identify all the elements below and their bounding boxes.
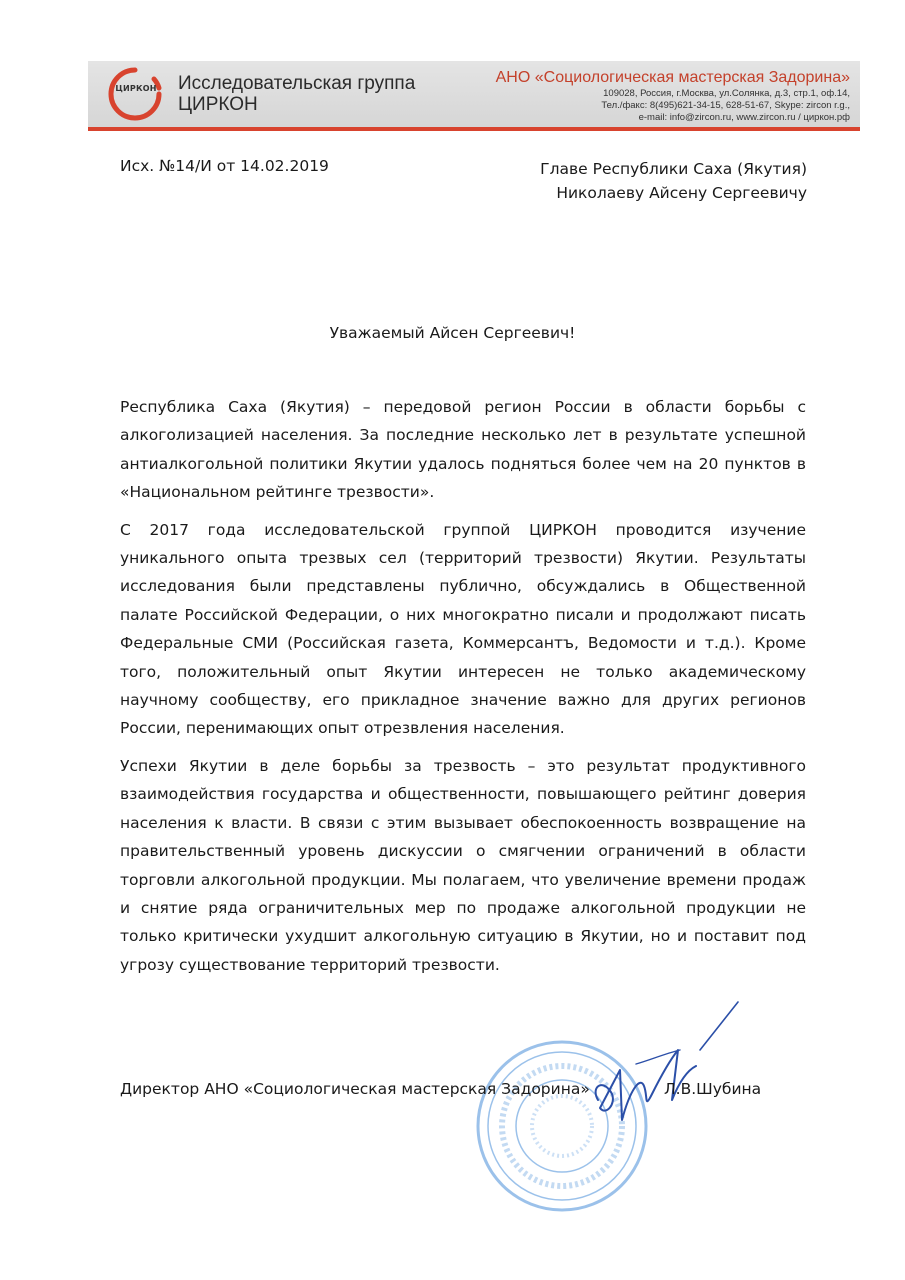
outgoing-reference: Исх. №14/И от 14.02.2019 [120,157,329,175]
zircon-logo-icon [104,65,166,123]
letter-body [120,393,806,988]
org-name: АНО «Социологическая мастерская Задорина» [495,69,850,86]
addressee [540,157,807,205]
group-name [178,73,415,115]
signature-title: Директор АНО «Социологическая мастерская Задорина» [120,1080,590,1098]
group-name-line2: ЦИРКОН [178,94,258,115]
letterhead [88,61,860,131]
signer-name: Л.В.Шубина [664,1080,762,1098]
logo-text: ЦИРКОН [115,84,157,93]
paragraph-1: Республика Саха (Якутия) – передовой регион России в области борьбы с алкоголизацией населения. За последние несколько лет в результате успешной антиалкогольной политики Якутии удалось подняться более чем на 20 пунктов в «Национальном рейтинге трезвости». [120,398,806,502]
org-address: 109028, Россия, г.Москва, ул.Солянка, д.3, стр.1, оф.14, [603,88,850,99]
paragraph-3: Успехи Якутии в деле борьбы за трезвость – это результат продуктивного взаимодействия государства и общественности, повышающего рейтинг доверия населения к власти. В связи с этим вызывает обеспокоенность возвращение на правительственный уровень дискуссии о смягчении ограничений в области торговли алкогольной продукции. Мы полагаем, что увеличение времени продаж и снятие ряда ограничительных мер по продаже алкогольной продукции не только критически ухудшит алкогольную ситуацию в Якутии, но и поставит под угрозу существование территорий трезвости. [120,756,806,974]
org-email: e-mail: info@zircon.ru, www.zircon.ru / циркон.рф [638,112,850,123]
addressee-line1: Главе Республики Саха (Якутия) [540,160,807,178]
handwritten-signature-icon [560,990,760,1140]
org-phones: Тел./факс: 8(495)621-34-15, 628-51-67, Skype: zircon r.g., [601,100,850,111]
group-name-line1: Исследовательская группа [178,73,416,94]
greeting: Уважаемый Айсен Сергеевич! [329,324,576,342]
org-contact-block [496,68,850,124]
addressee-line2: Николаеву Айсену Сергеевичу [556,184,807,202]
paragraph-2: С 2017 года исследовательской группой ЦИРКОН проводится изучение уникального опыта трезвых сел (территорий трезвости) Якутии. Результаты исследования были представлены публично, обсуждались в Общественной палате Российской Федерации, о них многократно писали и продолжают писать Федеральные СМИ (Российская газета, Коммерсантъ, Ведомости и т.д.). Кроме того, положительный опыт Якутии интересен не только академическому научному сообществу, его прикладное значение важно для других регионов России, перенимающих опыт отрезвления населения. [120,520,806,738]
